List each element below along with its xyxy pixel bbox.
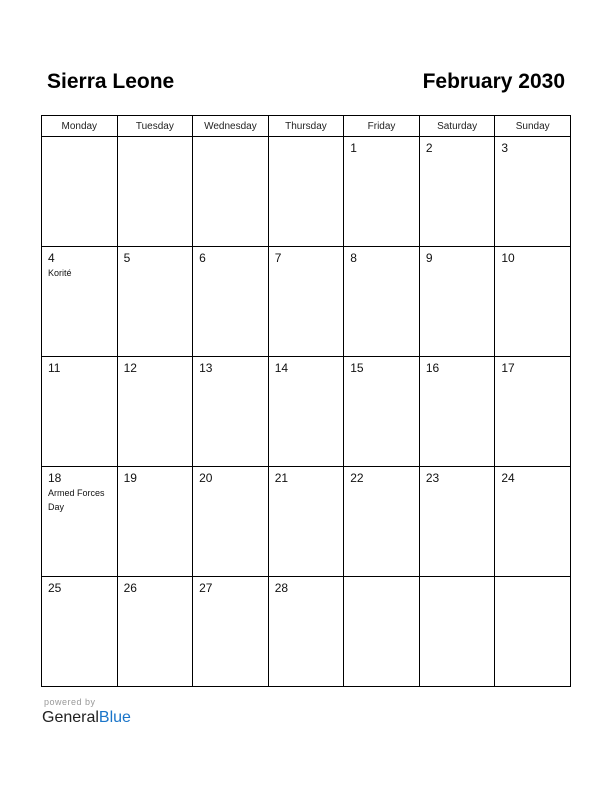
calendar-grid: [41, 115, 571, 687]
day-number: 11: [48, 361, 61, 375]
day-cell: [495, 247, 571, 357]
country-title: Sierra Leone: [47, 70, 175, 93]
day-number: 17: [501, 361, 515, 375]
day-cell: [344, 577, 420, 687]
day-number: 2: [425, 141, 433, 155]
day-number: 12: [123, 361, 137, 375]
day-cell: [117, 357, 193, 467]
day-number: 5: [123, 251, 131, 265]
weekday-header-row: [42, 116, 571, 137]
day-number: 25: [48, 581, 62, 595]
week-row: [42, 247, 571, 357]
day-cell: [268, 357, 344, 467]
day-number: 19: [123, 471, 137, 485]
day-number: 3: [501, 141, 509, 155]
day-number: 23: [425, 471, 440, 485]
day-number: 13: [199, 361, 213, 375]
day-number: 18: [48, 471, 62, 485]
day-cell: [193, 247, 269, 357]
weekday-header: Tuesday: [117, 116, 193, 137]
day-number: 24: [501, 471, 515, 485]
day-cell: [495, 467, 571, 577]
holiday-label: Armed Forces Day: [48, 488, 105, 512]
day-number: 6: [199, 251, 206, 265]
day-number: 16: [425, 361, 440, 375]
day-number: 10: [501, 251, 515, 265]
day-cell: [42, 247, 118, 357]
day-number: 1: [350, 141, 357, 155]
day-cell: [117, 577, 193, 687]
day-number: 21: [274, 471, 289, 485]
day-cell: [344, 137, 420, 247]
brand-general-text: General: [42, 709, 99, 726]
week-row: [42, 577, 571, 687]
day-cell: [42, 467, 118, 577]
weekday-header: Thursday: [268, 116, 344, 137]
day-number: 22: [350, 471, 364, 485]
day-cell: [268, 247, 344, 357]
day-cell: [193, 577, 269, 687]
day-cell: [42, 577, 118, 687]
day-number: 9: [425, 251, 433, 265]
day-number: 20: [199, 471, 213, 485]
week-row: [42, 357, 571, 467]
day-cell: [193, 467, 269, 577]
day-cell: [419, 467, 495, 577]
day-cell: [344, 467, 420, 577]
week-row: [42, 137, 571, 247]
day-cell: [268, 467, 344, 577]
brand-blue-text: Blue: [98, 709, 131, 726]
day-cell: [495, 577, 571, 687]
weekday-header: Sunday: [495, 116, 571, 137]
holiday-label: Korité: [48, 268, 72, 278]
powered-by-label: powered by: [44, 697, 96, 707]
brand-logo: [42, 709, 131, 727]
day-cell: [344, 357, 420, 467]
day-cell: [42, 137, 118, 247]
weekday-header: Monday: [42, 116, 118, 137]
day-cell: [193, 357, 269, 467]
day-number: 15: [350, 361, 364, 375]
day-cell: [268, 137, 344, 247]
weekday-header: Friday: [344, 116, 420, 137]
day-number: 26: [123, 581, 137, 595]
day-cell: [117, 247, 193, 357]
day-number: 28: [274, 581, 289, 595]
day-cell: [419, 137, 495, 247]
day-number: 14: [274, 361, 289, 375]
day-cell: [117, 137, 193, 247]
month-year-title: February 2030: [422, 70, 565, 93]
day-cell: [344, 247, 420, 357]
day-cell: [419, 357, 495, 467]
day-cell: [495, 137, 571, 247]
day-number: 27: [199, 581, 213, 595]
day-cell: [419, 247, 495, 357]
day-cell: [117, 467, 193, 577]
weekday-header: Wednesday: [193, 116, 269, 137]
day-number: 8: [350, 251, 357, 265]
week-row: [42, 467, 571, 577]
day-number: 7: [274, 251, 282, 265]
day-cell: [419, 577, 495, 687]
day-cell: [268, 577, 344, 687]
day-cell: [495, 357, 571, 467]
day-number: 4: [48, 251, 55, 265]
day-cell: [42, 357, 118, 467]
weekday-header: Saturday: [419, 116, 495, 137]
day-cell: [193, 137, 269, 247]
